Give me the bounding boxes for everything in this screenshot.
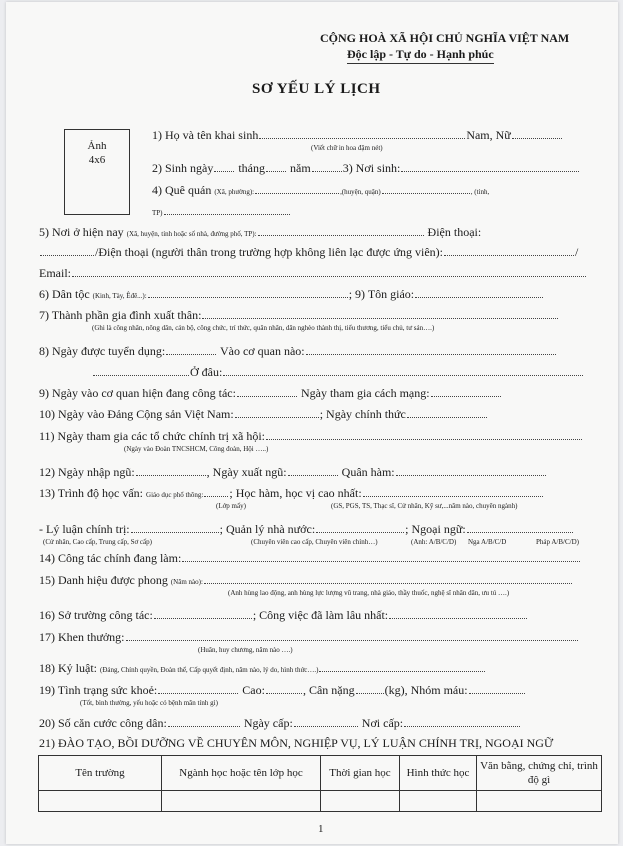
table-cell[interactable]: [321, 791, 400, 812]
state-management-note: (Chuyên viên cao cấp, Chuyên viên chính…): [251, 538, 378, 546]
col-school: Tên trường: [39, 756, 162, 791]
current-agency-label: 9) Ngày vào cơ quan hiện đang công tác:: [39, 386, 236, 400]
page-number: 1: [318, 823, 324, 835]
titles-label: 15) Danh hiệu được phong: [39, 573, 168, 587]
longest-job-label: ; Công việc đã làm lâu nhất:: [252, 608, 389, 622]
form-page: [6, 2, 618, 844]
col-study-mode: Hình thức học: [400, 756, 477, 791]
health-label: 19) Tình trạng sức khoẻ:: [39, 683, 158, 697]
state-management-label: ; Quản lý nhà nước:: [219, 522, 316, 536]
field-email[interactable]: [39, 266, 587, 281]
field-ethnicity[interactable]: [39, 287, 544, 302]
phone-label: Điện thoại:: [427, 225, 482, 239]
discipline-label: 18) Kỷ luật:: [39, 661, 97, 675]
field-citizen-id[interactable]: [39, 716, 521, 731]
country-name: CỘNG HOÀ XÃ HỘI CHỦ NGHĨA VIỆT NAM: [320, 31, 570, 45]
citizen-id-label: 20) Số căn cước công dân:: [39, 716, 167, 730]
birth-day-label: 2) Sinh ngày: [152, 161, 214, 175]
address-note: (Xã, huyện, tỉnh hoặc số nhà, đường phố, TP):: [126, 230, 257, 238]
language-note-french: Pháp A/B/C/D): [536, 538, 579, 546]
col-certificate: Văn bằng, chứng chỉ, trình độ gì: [477, 756, 602, 791]
training-table-header: [39, 756, 602, 791]
field-strengths[interactable]: [39, 608, 528, 623]
photo-placeholder[interactable]: [64, 129, 130, 215]
main-job-label: 14) Công tác chính đang làm:: [39, 551, 182, 565]
hometown-province-label: , (tỉnh,: [470, 188, 490, 196]
photo-size: 4x6: [88, 154, 106, 166]
titles-note: (Anh hùng lao động, anh hùng lực lượng vũ trang, nhà giáo, thầy thuốc, nghệ sĩ nhân dân, ưu tú ….): [228, 589, 510, 597]
education-note-grade: (Lớp mấy): [216, 502, 246, 510]
language-note-english: (Anh: A/B/C/D): [411, 538, 457, 546]
political-theory-note: (Cử nhân, Cao cấp, Trung cấp, Sơ cấp): [43, 538, 152, 546]
weight-label: , Cân nặng: [302, 683, 355, 697]
national-motto: Độc lập - Tự do - Hạnh phúc: [347, 47, 494, 64]
birth-month-label: tháng: [238, 161, 266, 175]
degree-label: ; Học hàm, học vị cao nhất:: [229, 486, 362, 500]
table-cell[interactable]: [39, 791, 162, 812]
family-background-label: 7) Thành phần gia đình xuất thân:: [39, 308, 202, 322]
field-birth[interactable]: [152, 161, 580, 176]
field-current-agency[interactable]: [39, 386, 502, 401]
issue-place-label: Nơi cấp:: [361, 716, 404, 730]
field-discipline[interactable]: [39, 661, 486, 676]
email-label: Email:: [39, 266, 71, 280]
field-recruitment-place[interactable]: [92, 365, 584, 380]
field-hometown-cont[interactable]: [152, 204, 291, 219]
strengths-label: 16) Sở trường công tác:: [39, 608, 153, 622]
birth-year-label: năm: [290, 161, 311, 175]
organizations-label: 11) Ngày tham gia các tổ chức chính trị xã hội:: [39, 429, 265, 443]
hometown-commune-label: (Xã, phường):: [214, 188, 255, 196]
field-health[interactable]: [39, 683, 526, 698]
ethnicity-note: (Kinh, Tày, Êđê...):: [92, 292, 147, 300]
recruitment-place-label: Ở đâu:: [190, 365, 223, 379]
field-education[interactable]: [39, 486, 544, 501]
family-background-note: (Ghi là công nhân, nông dân, cán bộ, công chức, trí thức, quân nhân, dân nghèo thành thị, tiểu thương, tiểu chủ, tư sản….): [92, 324, 435, 332]
education-label: 13) Trình độ học vấn:: [39, 486, 144, 500]
ethnicity-label: 6) Dân tộc: [39, 287, 90, 301]
field-address[interactable]: [39, 225, 481, 240]
language-note-russian: Nga A/B/C/D: [468, 538, 507, 546]
organizations-note: (Ngày vào Đoàn TNCSHCM, Công đoàn, Hội …..): [124, 445, 269, 453]
table-cell[interactable]: [477, 791, 602, 812]
discharge-date-label: , Ngày xuất ngũ:: [206, 465, 287, 479]
hometown-district-label: ,(huyện, quận): [340, 188, 381, 196]
education-note-degree: (GS, PGS, TS, Thạc sĩ, Cử nhân, Kỹ sư,...năm nào, chuyên ngành): [331, 502, 518, 510]
titles-year-label: (Năm nào):: [170, 578, 203, 586]
field-awards[interactable]: [39, 630, 579, 645]
hometown-label: 4) Quê quán: [152, 183, 212, 197]
field-hometown[interactable]: [152, 183, 489, 198]
field-recruitment[interactable]: [39, 344, 557, 359]
field-titles[interactable]: [39, 573, 573, 588]
relative-phone-label: /Điện thoại (người thân trong trường hợp không liên lạc được ứng viên):: [95, 245, 443, 259]
religion-label: ; 9) Tôn giáo:: [348, 287, 415, 301]
gender-label: Nam, Nữ: [466, 128, 511, 142]
rank-label: Quân hàm:: [341, 465, 395, 479]
field-family-background[interactable]: [39, 308, 559, 323]
field-party[interactable]: [39, 407, 488, 422]
table-cell[interactable]: [400, 791, 477, 812]
field-military[interactable]: [39, 465, 547, 480]
phone-slash: /: [575, 245, 579, 259]
full-name-note: (Viết chữ in hoa đậm nét): [311, 144, 383, 152]
full-name-label: 1) Họ và tên khai sinh: [152, 128, 259, 142]
issue-date-label: Ngày cấp:: [243, 716, 293, 730]
address-label: 5) Nơi ở hiện nay: [39, 225, 124, 239]
field-full-name[interactable]: [152, 128, 563, 143]
awards-note: (Huân, huy chương, năm nào ….): [198, 646, 293, 654]
recruitment-date-label: 8) Ngày được tuyển dụng:: [39, 344, 166, 358]
awards-label: 17) Khen thưởng:: [39, 630, 125, 644]
birth-place-label: 3) Nơi sinh:: [342, 161, 401, 175]
blood-type-label: (kg), Nhóm máu:: [384, 683, 468, 697]
field-relative-phone[interactable]: [39, 245, 578, 260]
form-title: SƠ YẾU LÝ LỊCH: [252, 81, 381, 97]
hometown-tp-label: TP): [152, 209, 163, 217]
party-official-label: ; Ngày chính thức: [319, 407, 406, 421]
training-section-title: 21) ĐÀO TẠO, BỒI DƯỠNG VỀ CHUYÊN MÔN, NGHIỆP VỤ, LÝ LUẬN CHÍNH TRỊ, NGOẠI NGỮ: [39, 736, 554, 750]
recruitment-agency-label: Vào cơ quan nào:: [219, 344, 305, 358]
party-date-label: 10) Ngày vào Đảng Cộng sản Việt Nam:: [39, 407, 234, 421]
political-theory-label: - Lý luận chính trị:: [39, 522, 130, 536]
field-political-theory[interactable]: [39, 522, 574, 537]
col-duration: Thời gian học: [321, 756, 400, 791]
training-table: [38, 755, 602, 812]
revolution-date-label: Ngày tham gia cách mạng:: [300, 386, 430, 400]
table-cell[interactable]: [162, 791, 321, 812]
height-label: Cao:: [242, 683, 265, 697]
enlist-date-label: 12) Ngày nhập ngũ:: [39, 465, 135, 479]
health-note: (Tốt, bình thường, yếu hoặc có bệnh mãn tính gì): [80, 699, 218, 707]
field-main-job[interactable]: [39, 551, 581, 566]
foreign-language-label: ; Ngoại ngữ:: [405, 522, 466, 536]
table-row[interactable]: [39, 791, 602, 812]
discipline-note: (Đảng, Chính quyền, Đoàn thể, Cấp quyết định, năm nào, lý do, hình thức….): [100, 666, 319, 674]
photo-label: Ảnh: [87, 140, 107, 152]
col-major: Ngành học hoặc tên lớp học: [162, 756, 321, 791]
general-education-label: Giáo dục phổ thông:: [146, 491, 204, 499]
field-organizations[interactable]: [39, 429, 583, 444]
